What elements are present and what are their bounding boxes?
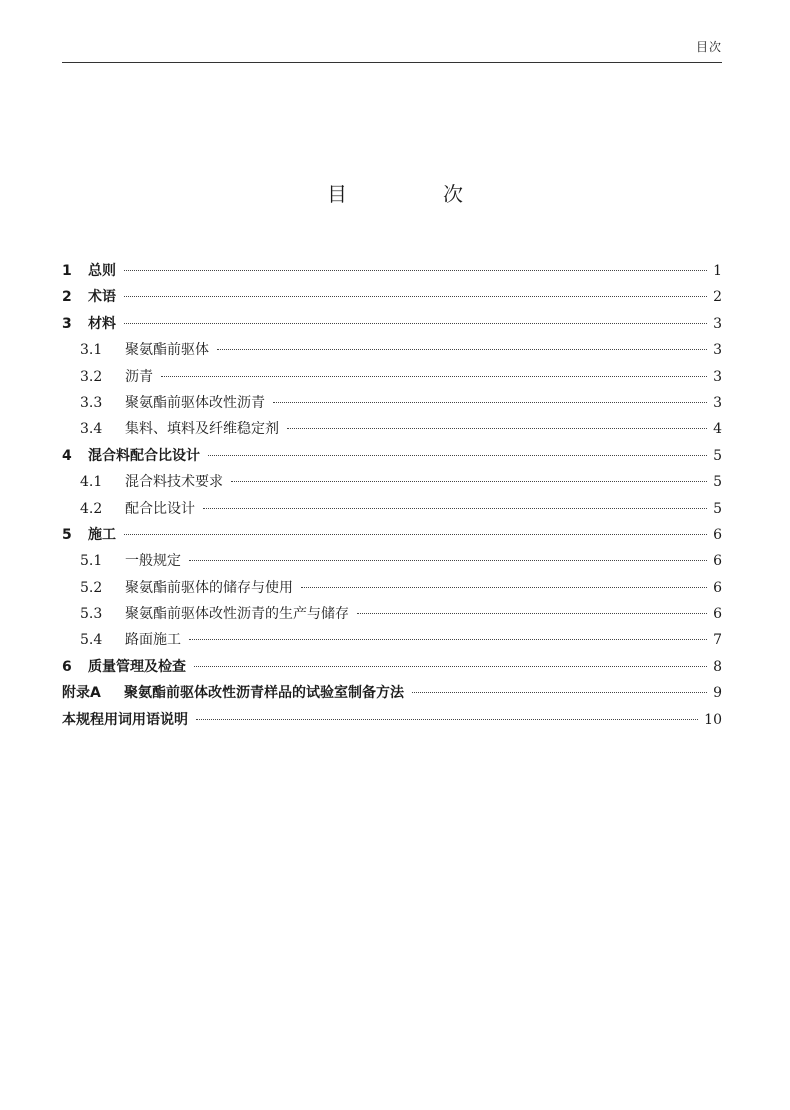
toc-entry-3-2[interactable] <box>62 364 722 390</box>
toc-entry-number: 5 <box>62 526 72 543</box>
toc-entry-title: 术语 <box>88 289 116 306</box>
dot-leader <box>194 666 707 667</box>
toc-entry-page: 3 <box>713 368 722 385</box>
dot-leader <box>412 692 707 693</box>
toc-entry-number: 5.3 <box>80 606 103 623</box>
dot-leader <box>124 270 707 271</box>
toc-entry-page: 2 <box>713 289 722 306</box>
dot-leader <box>196 719 698 720</box>
toc-entry-title: 施工 <box>88 526 116 543</box>
toc-entry-page: 5 <box>713 447 722 464</box>
dot-leader <box>231 481 707 482</box>
toc-entry-number: 5.4 <box>80 632 103 649</box>
toc-entry-title: 聚氨酯前驱体 <box>125 342 209 359</box>
toc-entry-number: 5.1 <box>80 553 103 570</box>
toc-entry-page: 6 <box>713 606 722 623</box>
dot-leader <box>301 587 707 588</box>
toc-entry-page: 6 <box>713 553 722 570</box>
toc-entry-title: 聚氨酯前驱体改性沥青的生产与储存 <box>125 606 349 623</box>
toc-entry-page: 3 <box>713 342 722 359</box>
table-of-contents <box>62 258 722 733</box>
toc-entry-4[interactable] <box>62 443 722 469</box>
toc-entry-appendix-a[interactable] <box>62 680 722 706</box>
toc-entry-5-3[interactable] <box>62 601 722 627</box>
dot-leader <box>124 323 707 324</box>
toc-entry-title: 本规程用词用语说明 <box>62 711 188 728</box>
toc-entry-title: 聚氨酯前驱体改性沥青 <box>125 394 265 411</box>
toc-entry-title: 总则 <box>88 263 116 279</box>
toc-entry-title: 质量管理及检查 <box>88 658 186 675</box>
dot-leader <box>357 613 707 614</box>
toc-entry-number: 4 <box>62 447 72 464</box>
toc-entry-title: 材料 <box>88 315 116 332</box>
dot-leader <box>273 402 707 403</box>
toc-entry-page: 8 <box>713 658 722 675</box>
toc-entry-page: 5 <box>713 500 722 517</box>
dot-leader <box>287 428 707 429</box>
toc-entry-number: 4.1 <box>80 474 103 491</box>
running-head-title: 目次 <box>695 40 722 54</box>
toc-entry-title: 一般规定 <box>125 553 181 570</box>
toc-entry-page: 9 <box>713 685 722 702</box>
toc-entry-number: 3 <box>62 315 72 332</box>
toc-entry-5-2[interactable] <box>62 575 722 601</box>
toc-entry-page: 3 <box>713 394 722 411</box>
toc-entry-page: 7 <box>713 632 722 649</box>
toc-entry-number: 3.4 <box>80 421 103 438</box>
toc-entry-title: 配合比设计 <box>125 500 195 517</box>
toc-entry-number: 附录A <box>62 685 101 702</box>
toc-entry-number: 6 <box>62 658 72 675</box>
toc-entry-page: 5 <box>713 474 722 491</box>
toc-entry-page: 3 <box>713 315 722 332</box>
dot-leader <box>124 534 707 535</box>
dot-leader <box>124 296 707 297</box>
header-rule <box>62 62 722 63</box>
toc-entry-2[interactable] <box>62 284 722 310</box>
toc-entry-number: 2 <box>62 289 72 306</box>
dot-leader <box>208 455 707 456</box>
toc-entry-title: 集料、填料及纤维稳定剂 <box>125 421 279 438</box>
toc-heading: 目 次 <box>327 182 501 206</box>
toc-entry-page: 4 <box>713 421 722 438</box>
toc-entry-terms-explanation[interactable] <box>62 707 722 733</box>
toc-entry-6[interactable] <box>62 654 722 680</box>
toc-entry-number: 3.3 <box>80 394 103 411</box>
toc-entry-number: 3.1 <box>80 342 103 359</box>
toc-entry-page: 6 <box>713 579 722 596</box>
toc-entry-3-1[interactable] <box>62 337 722 363</box>
toc-entry-page: 1 <box>713 263 722 279</box>
toc-entry-5-1[interactable] <box>62 548 722 574</box>
toc-entry-5[interactable] <box>62 522 722 548</box>
toc-entry-4-1[interactable] <box>62 469 722 495</box>
dot-leader <box>203 508 707 509</box>
toc-entry-title: 沥青 <box>125 368 153 385</box>
toc-entry-title: 路面施工 <box>125 632 181 649</box>
dot-leader <box>161 376 707 377</box>
toc-entry-title: 混合料技术要求 <box>125 474 223 491</box>
toc-entry-title: 聚氨酯前驱体改性沥青样品的试验室制备方法 <box>124 685 404 702</box>
toc-entry-3-3[interactable] <box>62 390 722 416</box>
dot-leader <box>217 349 707 350</box>
toc-entry-4-2[interactable] <box>62 496 722 522</box>
toc-entry-page: 6 <box>713 526 722 543</box>
toc-entry-title: 混合料配合比设计 <box>88 447 200 464</box>
toc-entry-number: 4.2 <box>80 500 103 517</box>
toc-entry-3[interactable] <box>62 311 722 337</box>
dot-leader <box>189 560 707 561</box>
toc-entry-number: 5.2 <box>80 579 103 596</box>
toc-entry-title: 聚氨酯前驱体的储存与使用 <box>125 579 293 596</box>
toc-entry-1[interactable] <box>62 258 722 284</box>
toc-entry-5-4[interactable] <box>62 627 722 653</box>
toc-entry-number: 3.2 <box>80 368 103 385</box>
toc-entry-3-4[interactable] <box>62 416 722 442</box>
toc-entry-number: 1 <box>62 263 72 279</box>
dot-leader <box>189 639 707 640</box>
toc-entry-page: 10 <box>704 711 722 728</box>
